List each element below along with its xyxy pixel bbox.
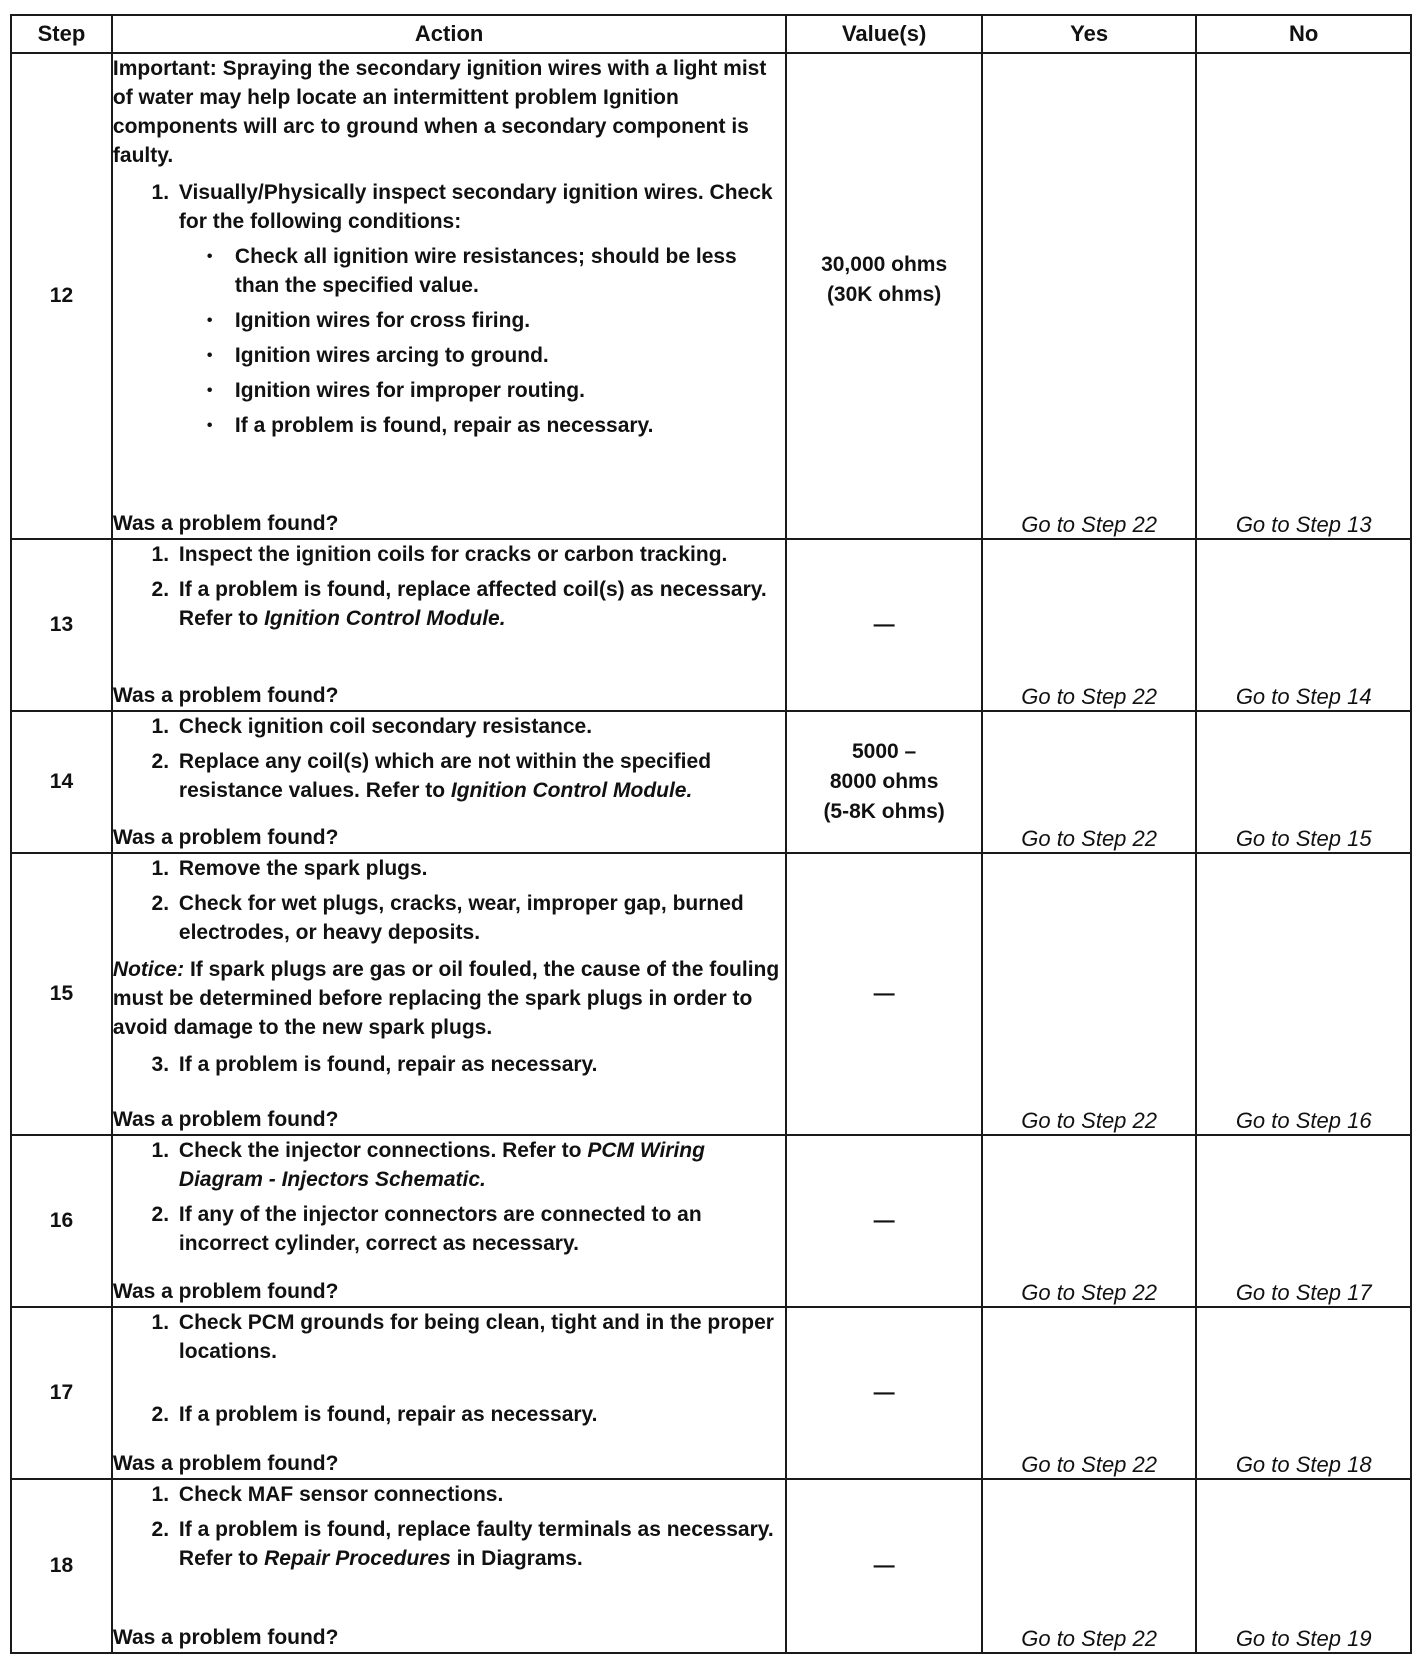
yes-cell: Go to Step 22 (982, 853, 1197, 1135)
question: Was a problem found? (112, 1108, 339, 1132)
condition-list (179, 242, 786, 440)
action-cell (112, 1307, 787, 1479)
step-number: 12 (11, 53, 112, 539)
important-label: Important: (112, 57, 217, 80)
action-item: 2. If a problem is found, repair as necessary. (175, 1400, 786, 1429)
condition-item: • Ignition wires arcing to ground. (203, 341, 786, 370)
value-cell: 30,000 ohms (30K ohms) (786, 53, 981, 539)
table-row (11, 1135, 1411, 1307)
yes-cell: Go to Step 22 (982, 1135, 1197, 1307)
condition-item: • Ignition wires for improper routing. (203, 376, 786, 405)
action-list (113, 1480, 786, 1579)
action-cell (112, 1135, 787, 1307)
step-number: 15 (11, 853, 112, 1135)
no-cell: Go to Step 17 (1196, 1135, 1411, 1307)
header-action: Action (112, 15, 787, 53)
question: Was a problem found? (112, 1280, 339, 1304)
table-row (11, 53, 1411, 539)
yes-cell: Go to Step 22 (982, 539, 1197, 711)
reference-link: PCM Wiring Diagram - Injectors Schematic. (178, 1139, 705, 1192)
header-values: Value(s) (786, 15, 981, 53)
value-cell: — (786, 1135, 981, 1307)
action-item: 3. If a problem is found, repair as necessary. (175, 1050, 786, 1079)
question: Was a problem found? (112, 1626, 339, 1649)
action-item: 1. Visually/Physically inspect secondary ignition wires. Check for the following conditions: • Check all ignition wire resistances; should be less than the specified value. • Ignition wires for cross firing. • Ignition wires arcing to ground. • Ignition wires for improper routing. • If a problem is found, repair as necessary. (175, 178, 786, 440)
action-list (113, 1308, 786, 1435)
question: Was a problem found? (112, 1451, 339, 1475)
question: Was a problem found? (112, 825, 339, 849)
action-item: 2. If a problem is found, replace affected coil(s) as necessary. Refer to Ignition Control Module. (175, 575, 786, 633)
no-cell: Go to Step 16 (1196, 853, 1411, 1135)
action-item: 1. Check PCM grounds for being clean, tight and in the proper locations. (175, 1308, 786, 1366)
no-cell: Go to Step 18 (1196, 1307, 1411, 1479)
step-number: 14 (11, 711, 112, 853)
no-cell: Go to Step 14 (1196, 539, 1411, 711)
yes-cell: Go to Step 22 (982, 1479, 1197, 1653)
step-number: 18 (11, 1479, 112, 1653)
action-item: 2. If any of the injector connectors are connected to an incorrect cylinder, correct as necessary. (175, 1200, 786, 1258)
diagnostic-table (10, 14, 1412, 1654)
question: Was a problem found? (112, 683, 339, 707)
action-cell (112, 1479, 787, 1653)
action-item: 2. Replace any coil(s) which are not within the specified resistance values. Refer to Ignition Control Module. (175, 747, 786, 805)
no-cell: Go to Step 15 (1196, 711, 1411, 853)
condition-item: • Check all ignition wire resistances; should be less than the specified value. (203, 242, 786, 300)
yes-cell: Go to Step 22 (982, 53, 1197, 539)
reference-link: Ignition Control Module. (264, 606, 506, 630)
header-row (11, 15, 1411, 53)
action-cell (112, 539, 787, 711)
action-list (113, 854, 786, 953)
action-item: 1. Inspect the ignition coils for cracks or carbon tracking. (175, 540, 786, 569)
reference-link: Ignition Control Module. (450, 778, 693, 802)
action-item: 1. Remove the spark plugs. (175, 854, 786, 883)
important-note: Important: Spraying the secondary ignition wires with a light mist of water may help locate an intermittent problem Ignition components will arc to ground when a secondary component is faulty. (112, 57, 767, 167)
action-list (113, 540, 786, 639)
action-item: 1. Check the injector connections. Refer to PCM Wiring Diagram - Injectors Schematic. (175, 1136, 786, 1194)
notice-label: Notice: (112, 957, 185, 981)
action-cell (112, 853, 787, 1135)
table-row (11, 1307, 1411, 1479)
action-item: 2. Check for wet plugs, cracks, wear, improper gap, burned electrodes, or heavy deposits. (175, 889, 786, 947)
yes-cell: Go to Step 22 (982, 711, 1197, 853)
step-number: 16 (11, 1135, 112, 1307)
condition-item: • If a problem is found, repair as necessary. (203, 411, 786, 440)
notice-note: Notice: If spark plugs are gas or oil fouled, the cause of the fouling must be determined before replacing the spark plugs in order to avoid damage to the new spark plugs. (112, 957, 780, 1039)
value-cell: 5000 – 8000 ohms (5-8K ohms) (786, 711, 981, 853)
step-number: 17 (11, 1307, 112, 1479)
no-cell: Go to Step 19 (1196, 1479, 1411, 1653)
step-number: 13 (11, 539, 112, 711)
value-cell: — (786, 853, 981, 1135)
yes-cell: Go to Step 22 (982, 1307, 1197, 1479)
table-row (11, 1479, 1411, 1653)
header-no: No (1196, 15, 1411, 53)
action-item: 1. Check ignition coil secondary resistance. (175, 712, 786, 741)
value-cell: — (786, 1479, 981, 1653)
action-item: 1. Check MAF sensor connections. (175, 1480, 786, 1509)
action-cell (112, 711, 787, 853)
no-cell: Go to Step 13 (1196, 53, 1411, 539)
table-row (11, 711, 1411, 853)
value-cell: — (786, 1307, 981, 1479)
header-step: Step (11, 15, 112, 53)
reference-link: Repair Procedures (264, 1546, 451, 1570)
action-list (113, 1136, 786, 1264)
action-list (113, 1050, 786, 1085)
header-yes: Yes (982, 15, 1197, 53)
action-list (113, 712, 786, 811)
action-cell (112, 53, 787, 539)
table-row (11, 853, 1411, 1135)
condition-item: • Ignition wires for cross firing. (203, 306, 786, 335)
value-cell: — (786, 539, 981, 711)
action-list (113, 178, 786, 446)
table-row (11, 539, 1411, 711)
action-item: 2. If a problem is found, replace faulty terminals as necessary. Refer to Repair Procedures in Diagrams. (175, 1515, 786, 1573)
question: Was a problem found? (112, 511, 339, 535)
